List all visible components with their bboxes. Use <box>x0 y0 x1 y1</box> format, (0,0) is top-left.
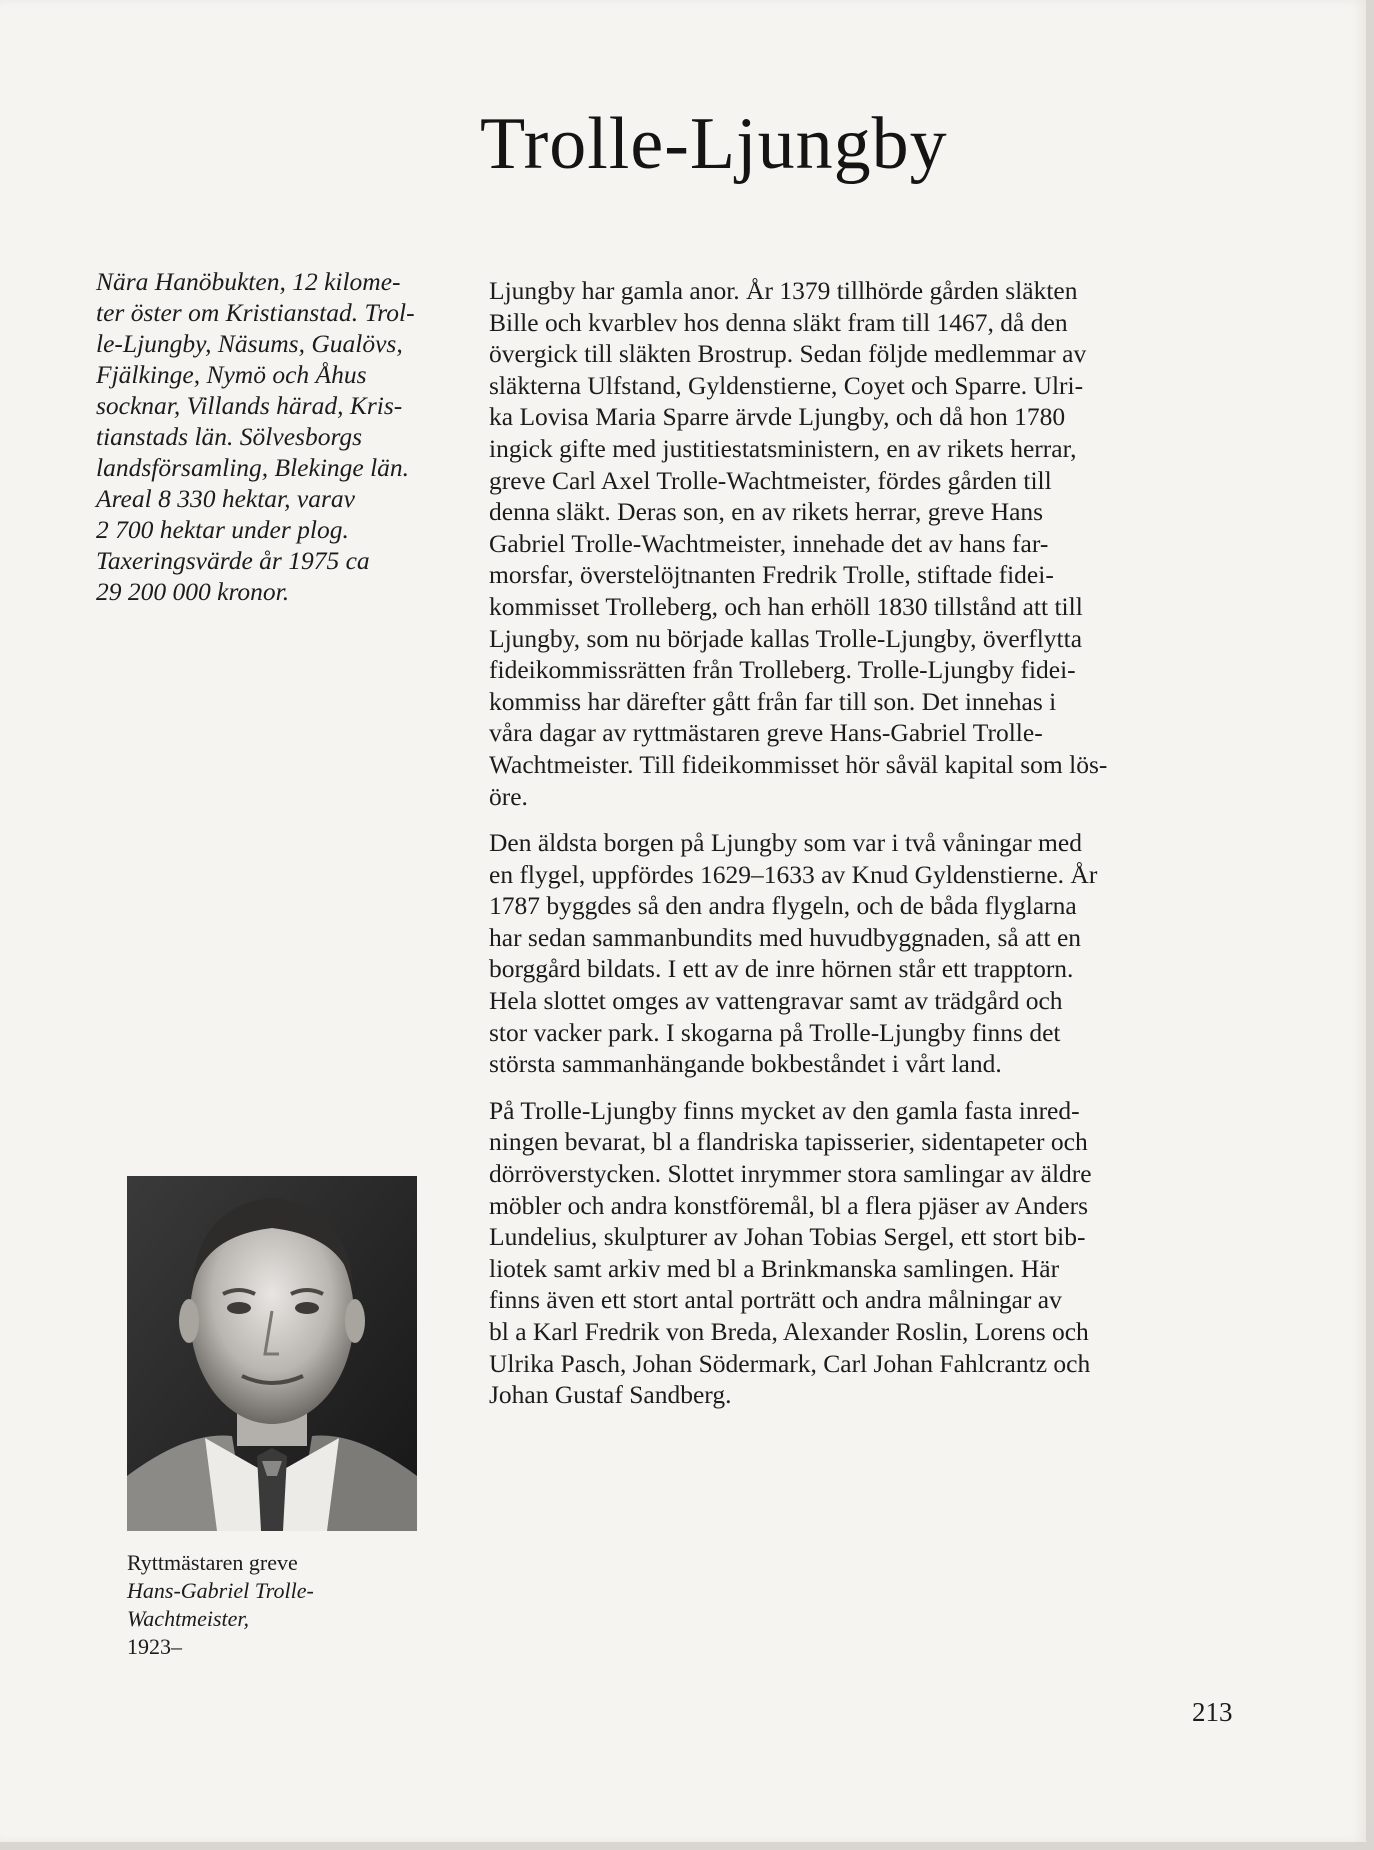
text-line: Den äldsta borgen på Ljungby som var i två våningar med <box>489 828 1082 858</box>
estate-facts-line: le-Ljungby, Näsums, Gualövs, <box>96 329 403 358</box>
page-number: 213 <box>1192 1697 1233 1727</box>
portrait-photo <box>127 1176 417 1531</box>
page-title: Trolle-Ljungby <box>480 102 948 185</box>
text-line: Lundelius, skulpturer av Johan Tobias Sergel, ett stort bib- <box>489 1222 1086 1252</box>
estate-facts-line: 2 700 hektar under plog. <box>96 515 349 544</box>
text-line: våra dagar av ryttmästaren greve Hans-Gabriel Trolle- <box>489 718 1043 748</box>
text-line: finns även ett stort antal porträtt och andra målningar av <box>489 1285 1062 1315</box>
text-line: öre. <box>489 781 528 811</box>
text-line: en flygel, uppfördes 1629–1633 av Knud Gyldenstierne. År <box>489 859 1098 889</box>
text-line: dörröverstycken. Slottet inrymmer stora samlingar av äldre <box>489 1159 1092 1189</box>
text-line: Ulrika Pasch, Johan Södermark, Carl Johan Fahlcrantz och <box>489 1348 1091 1378</box>
estate-facts-line: socknar, Villands härad, Kris- <box>96 391 403 420</box>
text-line: liotek samt arkiv med bl a Brinkmanska samlingen. Här <box>489 1253 1060 1283</box>
text-line: Gabriel Trolle-Wachtmeister, innehade det av hans far- <box>489 528 1049 558</box>
text-line: övergick till släkten Brostrup. Sedan följde medlemmar av <box>489 339 1087 369</box>
text-line: Wachtmeister. Till fideikommisset hör såväl kapital som lös- <box>489 749 1108 779</box>
history-paragraph <box>489 275 1249 812</box>
text-line: största sammanhängande bokbeståndet i vårt land. <box>489 1049 1002 1079</box>
estate-facts-line: landsförsamling, Blekinge län. <box>96 453 410 482</box>
text-line: 1787 byggdes så den andra flygeln, och de båda flyglarna <box>489 891 1077 921</box>
text-line: kommisset Trolleberg, och han erhöll 1830 tillstånd att till <box>489 591 1083 621</box>
text-line: Johan Gustaf Sandberg. <box>489 1380 732 1410</box>
text-line: borggård bildats. I ett av de inre hörnen står ett trapptorn. <box>489 954 1074 984</box>
collections-paragraph <box>489 1095 1249 1411</box>
text-line: morsfar, överstelöjtnanten Fredrik Trolle, stiftade fidei- <box>489 560 1054 590</box>
estate-facts-line: 29 200 000 kronor. <box>96 577 290 606</box>
estate-facts-line: Areal 8 330 hektar, varav <box>96 484 355 513</box>
text-line: ningen bevarat, bl a flandriska tapisserier, sidentapeter och <box>489 1127 1088 1157</box>
caption-line: Ryttmästaren greve <box>127 1550 298 1575</box>
architecture-paragraph <box>489 827 1249 1080</box>
text-line: stor vacker park. I skogarna på Trolle-Ljungby finns det <box>489 1017 1061 1047</box>
page-edge <box>1366 0 1374 1850</box>
photo-caption <box>127 1549 387 1661</box>
text-line: ingick gifte med justitiestatsministern, en av rikets herrar, <box>489 433 1077 463</box>
caption-line: Wachtmeister, <box>127 1606 250 1631</box>
caption-line: Hans-Gabriel Trolle- <box>127 1578 314 1603</box>
text-line: fideikommissrätten från Trolleberg. Trolle-Ljungby fidei- <box>489 655 1076 685</box>
estate-facts-line: Fjälkinge, Nymö och Åhus <box>96 360 367 389</box>
text-line: Hela slottet omges av vattengravar samt av trädgård och <box>489 986 1063 1016</box>
text-line: bl a Karl Fredrik von Breda, Alexander Roslin, Lorens och <box>489 1317 1089 1346</box>
text-line: släkterna Ulfstand, Gyldenstierne, Coyet och Sparre. Ulri- <box>489 370 1084 400</box>
text-line: har sedan sammanbundits med huvudbyggnaden, så att en <box>489 922 1082 952</box>
text-line: ka Lovisa Maria Sparre ärvde Ljungby, och då hon 1780 <box>489 402 1066 432</box>
caption-line: 1923– <box>127 1634 182 1659</box>
page-bottom-edge <box>0 1842 1374 1850</box>
text-line: Ljungby, som nu började kallas Trolle-Ljungby, överflytta <box>489 623 1083 653</box>
estate-facts-line: ter öster om Kristianstad. Trol- <box>96 298 415 327</box>
estate-facts-line: Nära Hanöbukten, 12 kilome- <box>96 267 401 296</box>
body-text <box>489 275 1249 1426</box>
estate-facts-line: Taxeringsvärde år 1975 ca <box>96 546 370 575</box>
text-line: denna släkt. Deras son, en av rikets herrar, greve Hans <box>489 497 1044 527</box>
text-line: Ljungby har gamla anor. År 1379 tillhörde gården släkten <box>489 276 1078 305</box>
estate-facts-line: tianstads län. Sölvesborgs <box>96 422 363 451</box>
text-line: möbler och andra konstföremål, bl a flera pjäser av Anders <box>489 1190 1089 1220</box>
estate-facts <box>96 266 441 607</box>
text-line: greve Carl Axel Trolle-Wachtmeister, fördes gården till <box>489 465 1052 495</box>
text-line: kommiss har därefter gått från far till son. Det innehas i <box>489 686 1057 716</box>
text-line: På Trolle-Ljungby finns mycket av den gamla fasta inred- <box>489 1095 1080 1125</box>
text-line: Bille och kvarblev hos denna släkt fram till 1467, då den <box>489 307 1068 337</box>
